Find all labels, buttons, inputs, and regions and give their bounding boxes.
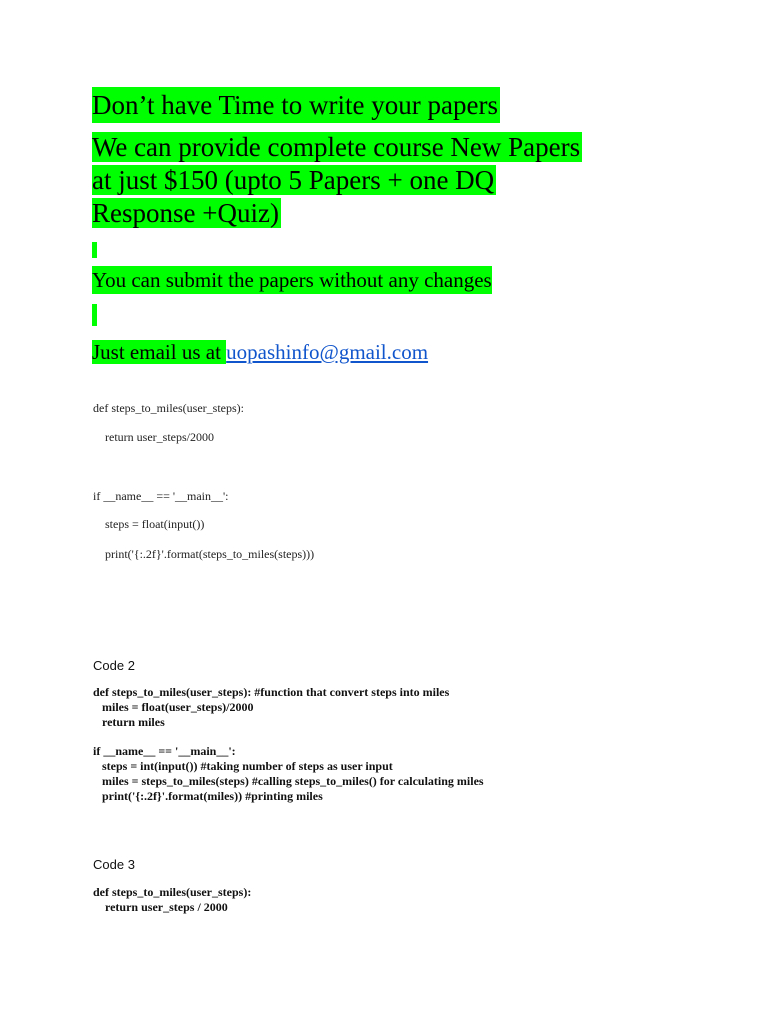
- code-line: return user_steps/2000: [93, 430, 214, 444]
- ad-offer-line-3: Response +Quiz): [92, 198, 279, 228]
- code-line: def steps_to_miles(user_steps):: [93, 885, 252, 899]
- ad-title: Don’t have Time to write your papers: [92, 87, 500, 123]
- code-heading: Code 2: [93, 658, 135, 673]
- code-line: return miles: [93, 715, 165, 729]
- code-line: def steps_to_miles(user_steps):: [93, 401, 244, 415]
- ad-offer-line-2: at just $150 (upto 5 Papers + one DQ: [92, 165, 495, 195]
- code-line: if __name__ == '__main__':: [93, 489, 229, 503]
- highlight-marker: [92, 304, 97, 326]
- code-line: steps = int(input()) #taking number of steps as user input: [93, 759, 393, 773]
- code-line: if __name__ == '__main__':: [93, 744, 236, 758]
- code-line: steps = float(input()): [93, 517, 205, 531]
- code-line: miles = steps_to_miles(steps) #calling steps_to_miles() for calculating miles: [93, 774, 484, 788]
- code-line: print('{:.2f}'.format(steps_to_miles(steps))): [93, 547, 315, 561]
- email-link[interactable]: uopashinfo@gmail.com: [226, 340, 429, 364]
- code-line: print('{:.2f}'.format(miles)) #printing miles: [93, 789, 323, 803]
- code-line: def steps_to_miles(user_steps): #function that convert steps into miles: [93, 685, 450, 699]
- ad-offer: [92, 131, 660, 230]
- ad-email-line: [92, 338, 428, 366]
- code-line: miles = float(user_steps)/2000: [93, 700, 254, 714]
- code-line: return user_steps / 2000: [93, 900, 228, 914]
- ad-offer-line-1: We can provide complete course New Papers: [92, 132, 581, 162]
- code-heading: Code 3: [93, 857, 135, 872]
- ad-submit-note: You can submit the papers without any changes: [92, 268, 492, 292]
- highlight-marker: [92, 242, 97, 258]
- ad-email-prefix: Just email us at: [92, 340, 227, 364]
